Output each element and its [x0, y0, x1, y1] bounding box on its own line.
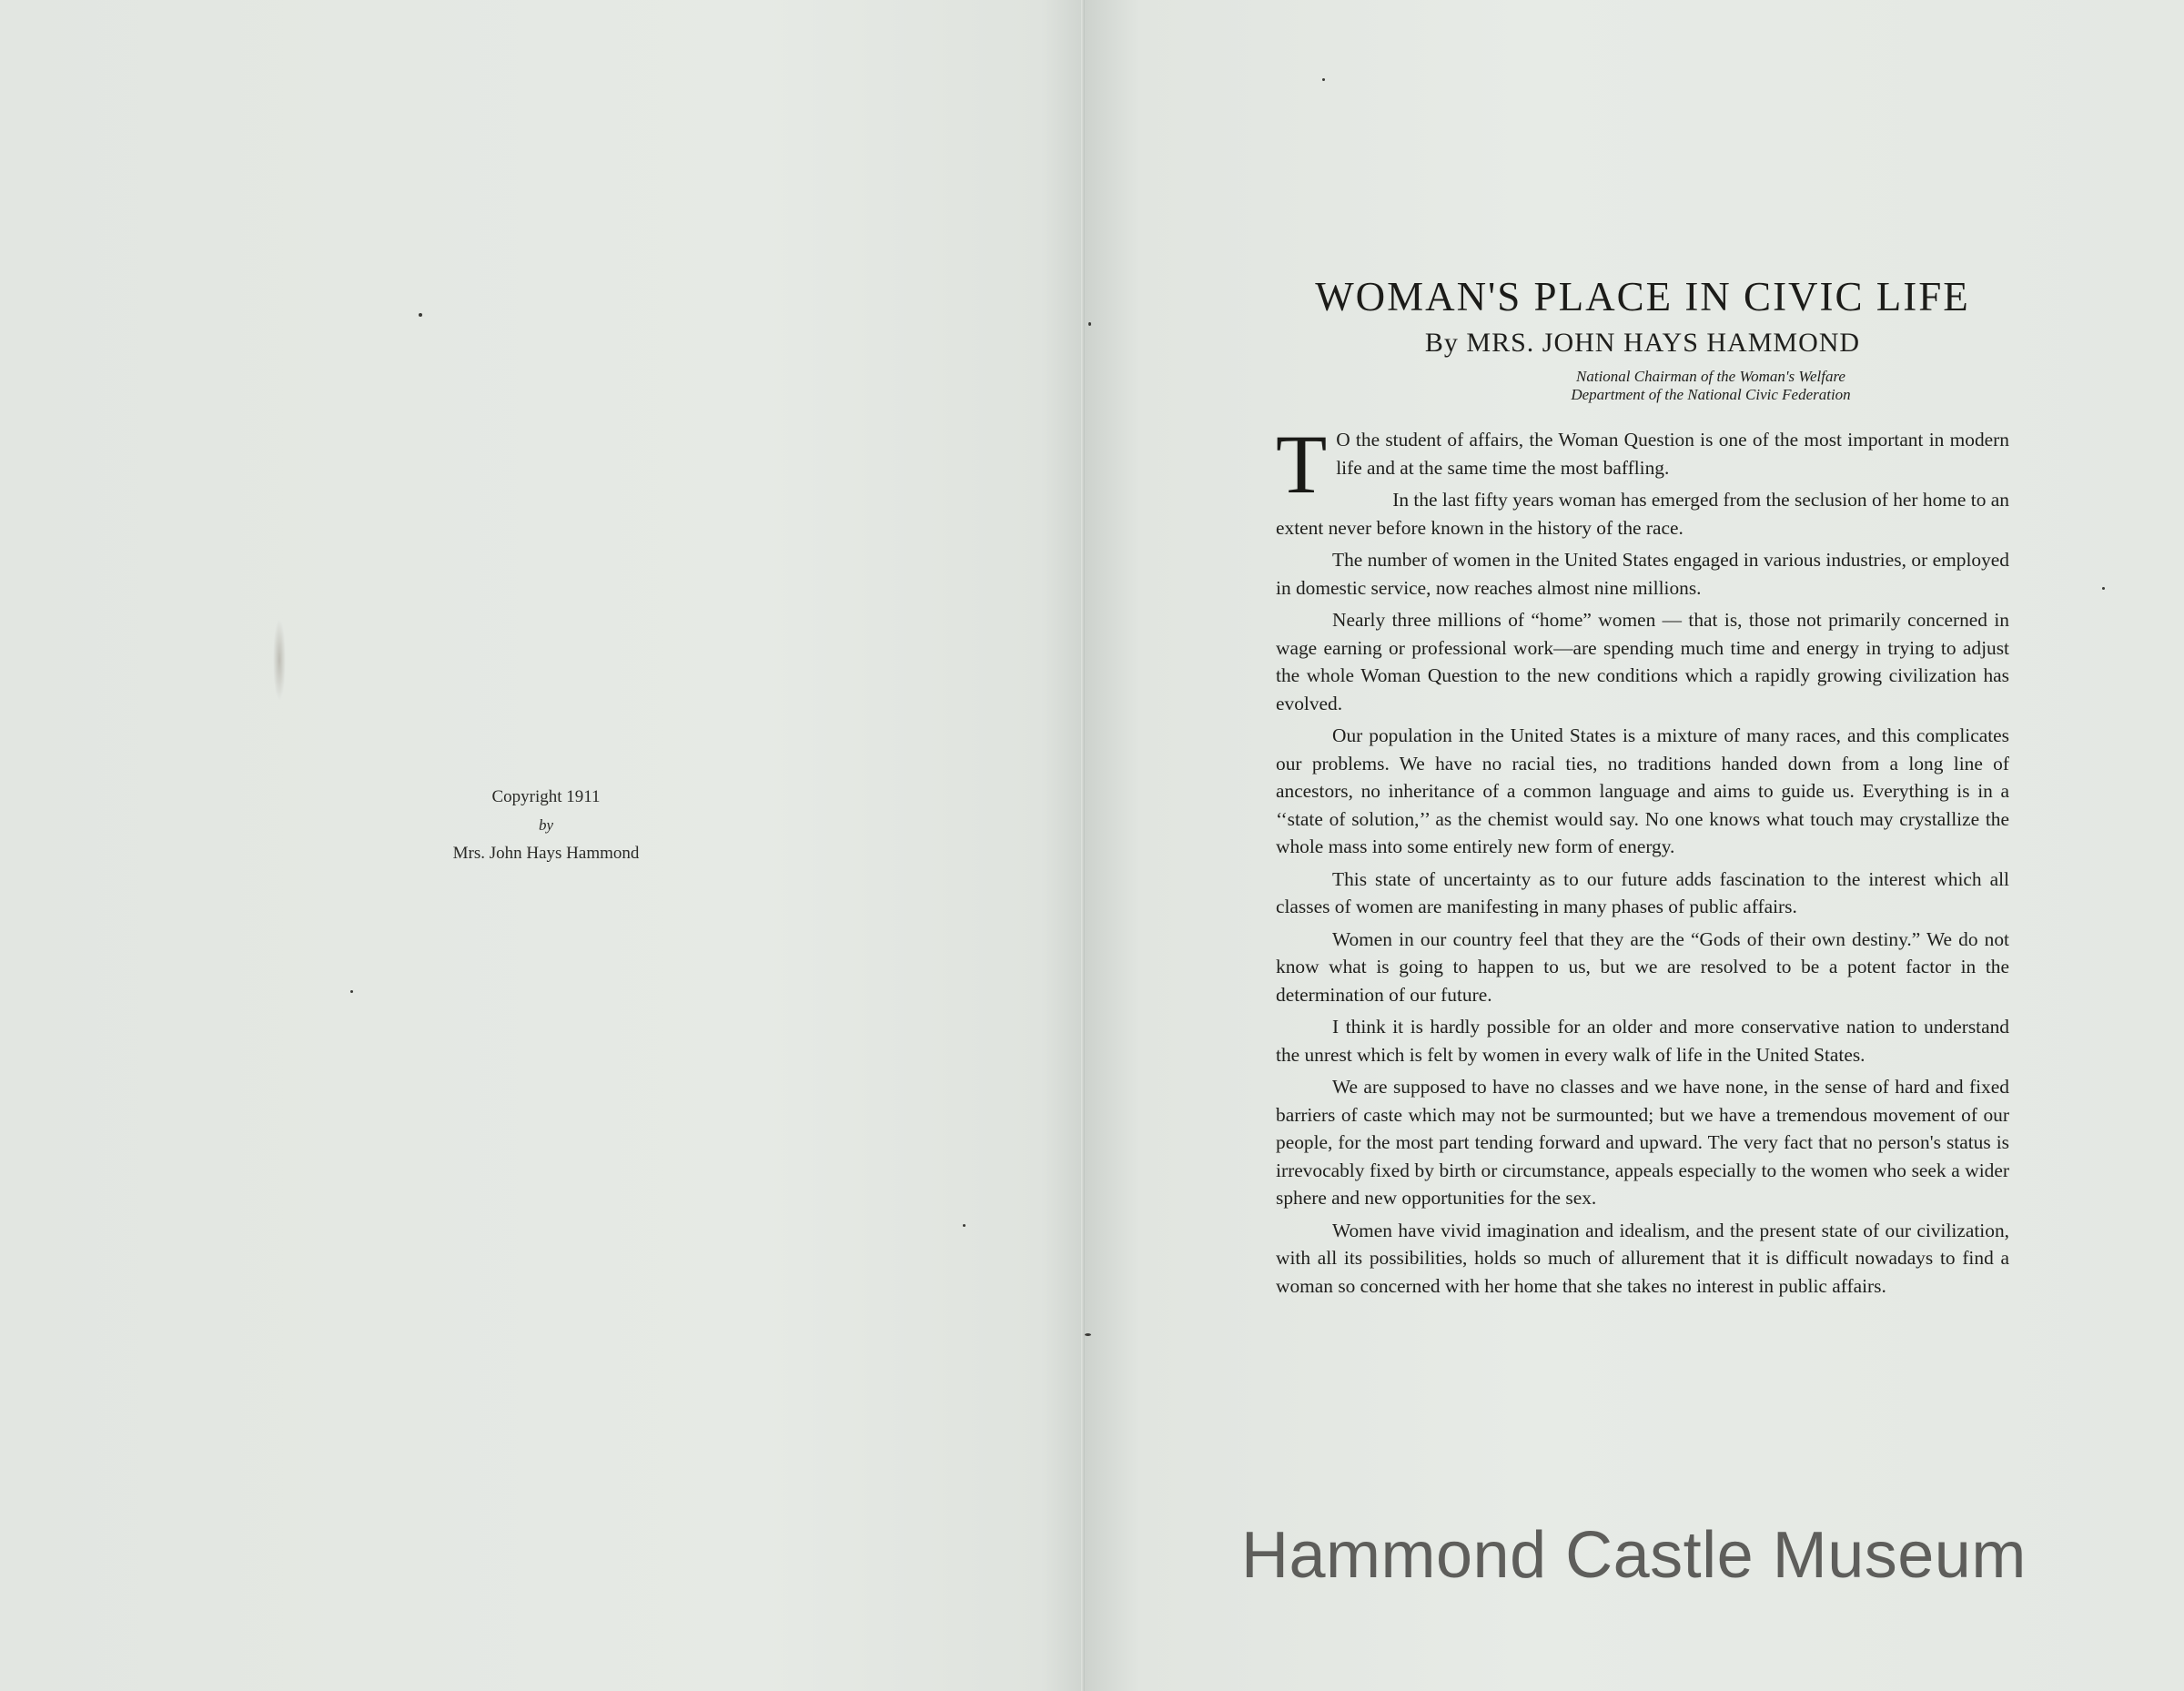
- paragraph: [1276, 418, 2009, 511]
- paragraph: Women have vivid imagination and idealism, and the present state of our civilization, with all its possibilities, holds so much of allurement that it is difficult nowadays to find a woman so concerned with her home that she takes no interest in public affairs.: [1276, 1219, 2009, 1297]
- article-title: WOMAN'S PLACE IN CIVIC LIFE: [1315, 274, 1970, 319]
- paper-speck: [963, 1224, 966, 1227]
- paragraph: Women in our country feel that they are the “Gods of their own destiny.” We do not know what is going to happen to us, but we are resolved to be a potent factor in the determination of our future.: [1276, 927, 2009, 1006]
- museum-watermark: Hammond Castle Museum: [1241, 1519, 2027, 1592]
- article: [1276, 273, 2009, 1304]
- paragraph: Nearly three millions of “home” women — that is, those not primarily concerned in wage earning or professional work—are spending much time and energy in trying to adjust the whole Woman Question to the new conditions which a rapidly growing civilization has evolved.: [1276, 609, 2009, 714]
- article-body: [1276, 418, 2009, 1300]
- copyright-line: Copyright 1911: [491, 787, 601, 806]
- drop-cap: T: [1276, 418, 1328, 511]
- paragraph: I think it is hardly possible for an older and more conservative nation to understand the unrest which is felt by women in every walk of life in the United States.: [1276, 1016, 2009, 1066]
- article-byline: By MRS. JOHN HAYS HAMMOND: [1424, 328, 1861, 358]
- paragraph: Our population in the United States is a mixture of many races, and this complicates our problems. We have no racial ties, no traditions handed down from a long line of ancestors, no inheritance of a common language and aims to guide us. Everything is in a ‘‘state of solution,’’ as the chemist would say. No one knows what touch may crystallize the whole mass into some entirely new form of energy.: [1276, 724, 2009, 857]
- paper-speck: [1085, 1333, 1091, 1336]
- paragraph: We are supposed to have no classes and we have none, in the sense of hard and fixed barriers of caste which may not be surmounted; but we have a tremendous movement of our people, for the most part tending forward and upward. The very fact that no person's status is irrevocably fixed by birth or circumstance, appeals especially to the women who seek a wider sphere and new opportunities for the sex.: [1276, 1076, 2009, 1209]
- paper-speck: [2102, 587, 2105, 590]
- affiliation-line: Department of the National Civic Federation: [1571, 386, 1851, 403]
- author-affiliation: [1276, 368, 2009, 404]
- paper-speck: [350, 990, 353, 993]
- paragraph: This state of uncertainty as to our future adds fascination to the interest which all classes of women are manifesting in many phases of public affairs.: [1276, 867, 2009, 917]
- paper-stain: [273, 619, 286, 701]
- paragraph: The number of women in the United States engaged in various industries, or employed in domestic service, now reaches almost nine millions.: [1276, 549, 2009, 599]
- affiliation-line: National Chairman of the Woman's Welfare: [1576, 368, 1845, 385]
- copyright-by: by: [538, 816, 554, 834]
- paragraph-text: O the student of affairs, the Woman Question is one of the most important in modern life and at the same time the most baffling.: [1336, 429, 2009, 479]
- paper-speck: [1088, 322, 1091, 326]
- paper-speck: [419, 313, 422, 317]
- copyright-notice: [400, 783, 692, 867]
- paragraph: In the last fifty years woman has emerged from the seclusion of her home to an extent never before known in the history of the race.: [1276, 489, 2009, 539]
- paper-speck: [1322, 78, 1325, 81]
- left-page: [0, 0, 1085, 1691]
- copyright-author: Mrs. John Hays Hammond: [452, 844, 640, 863]
